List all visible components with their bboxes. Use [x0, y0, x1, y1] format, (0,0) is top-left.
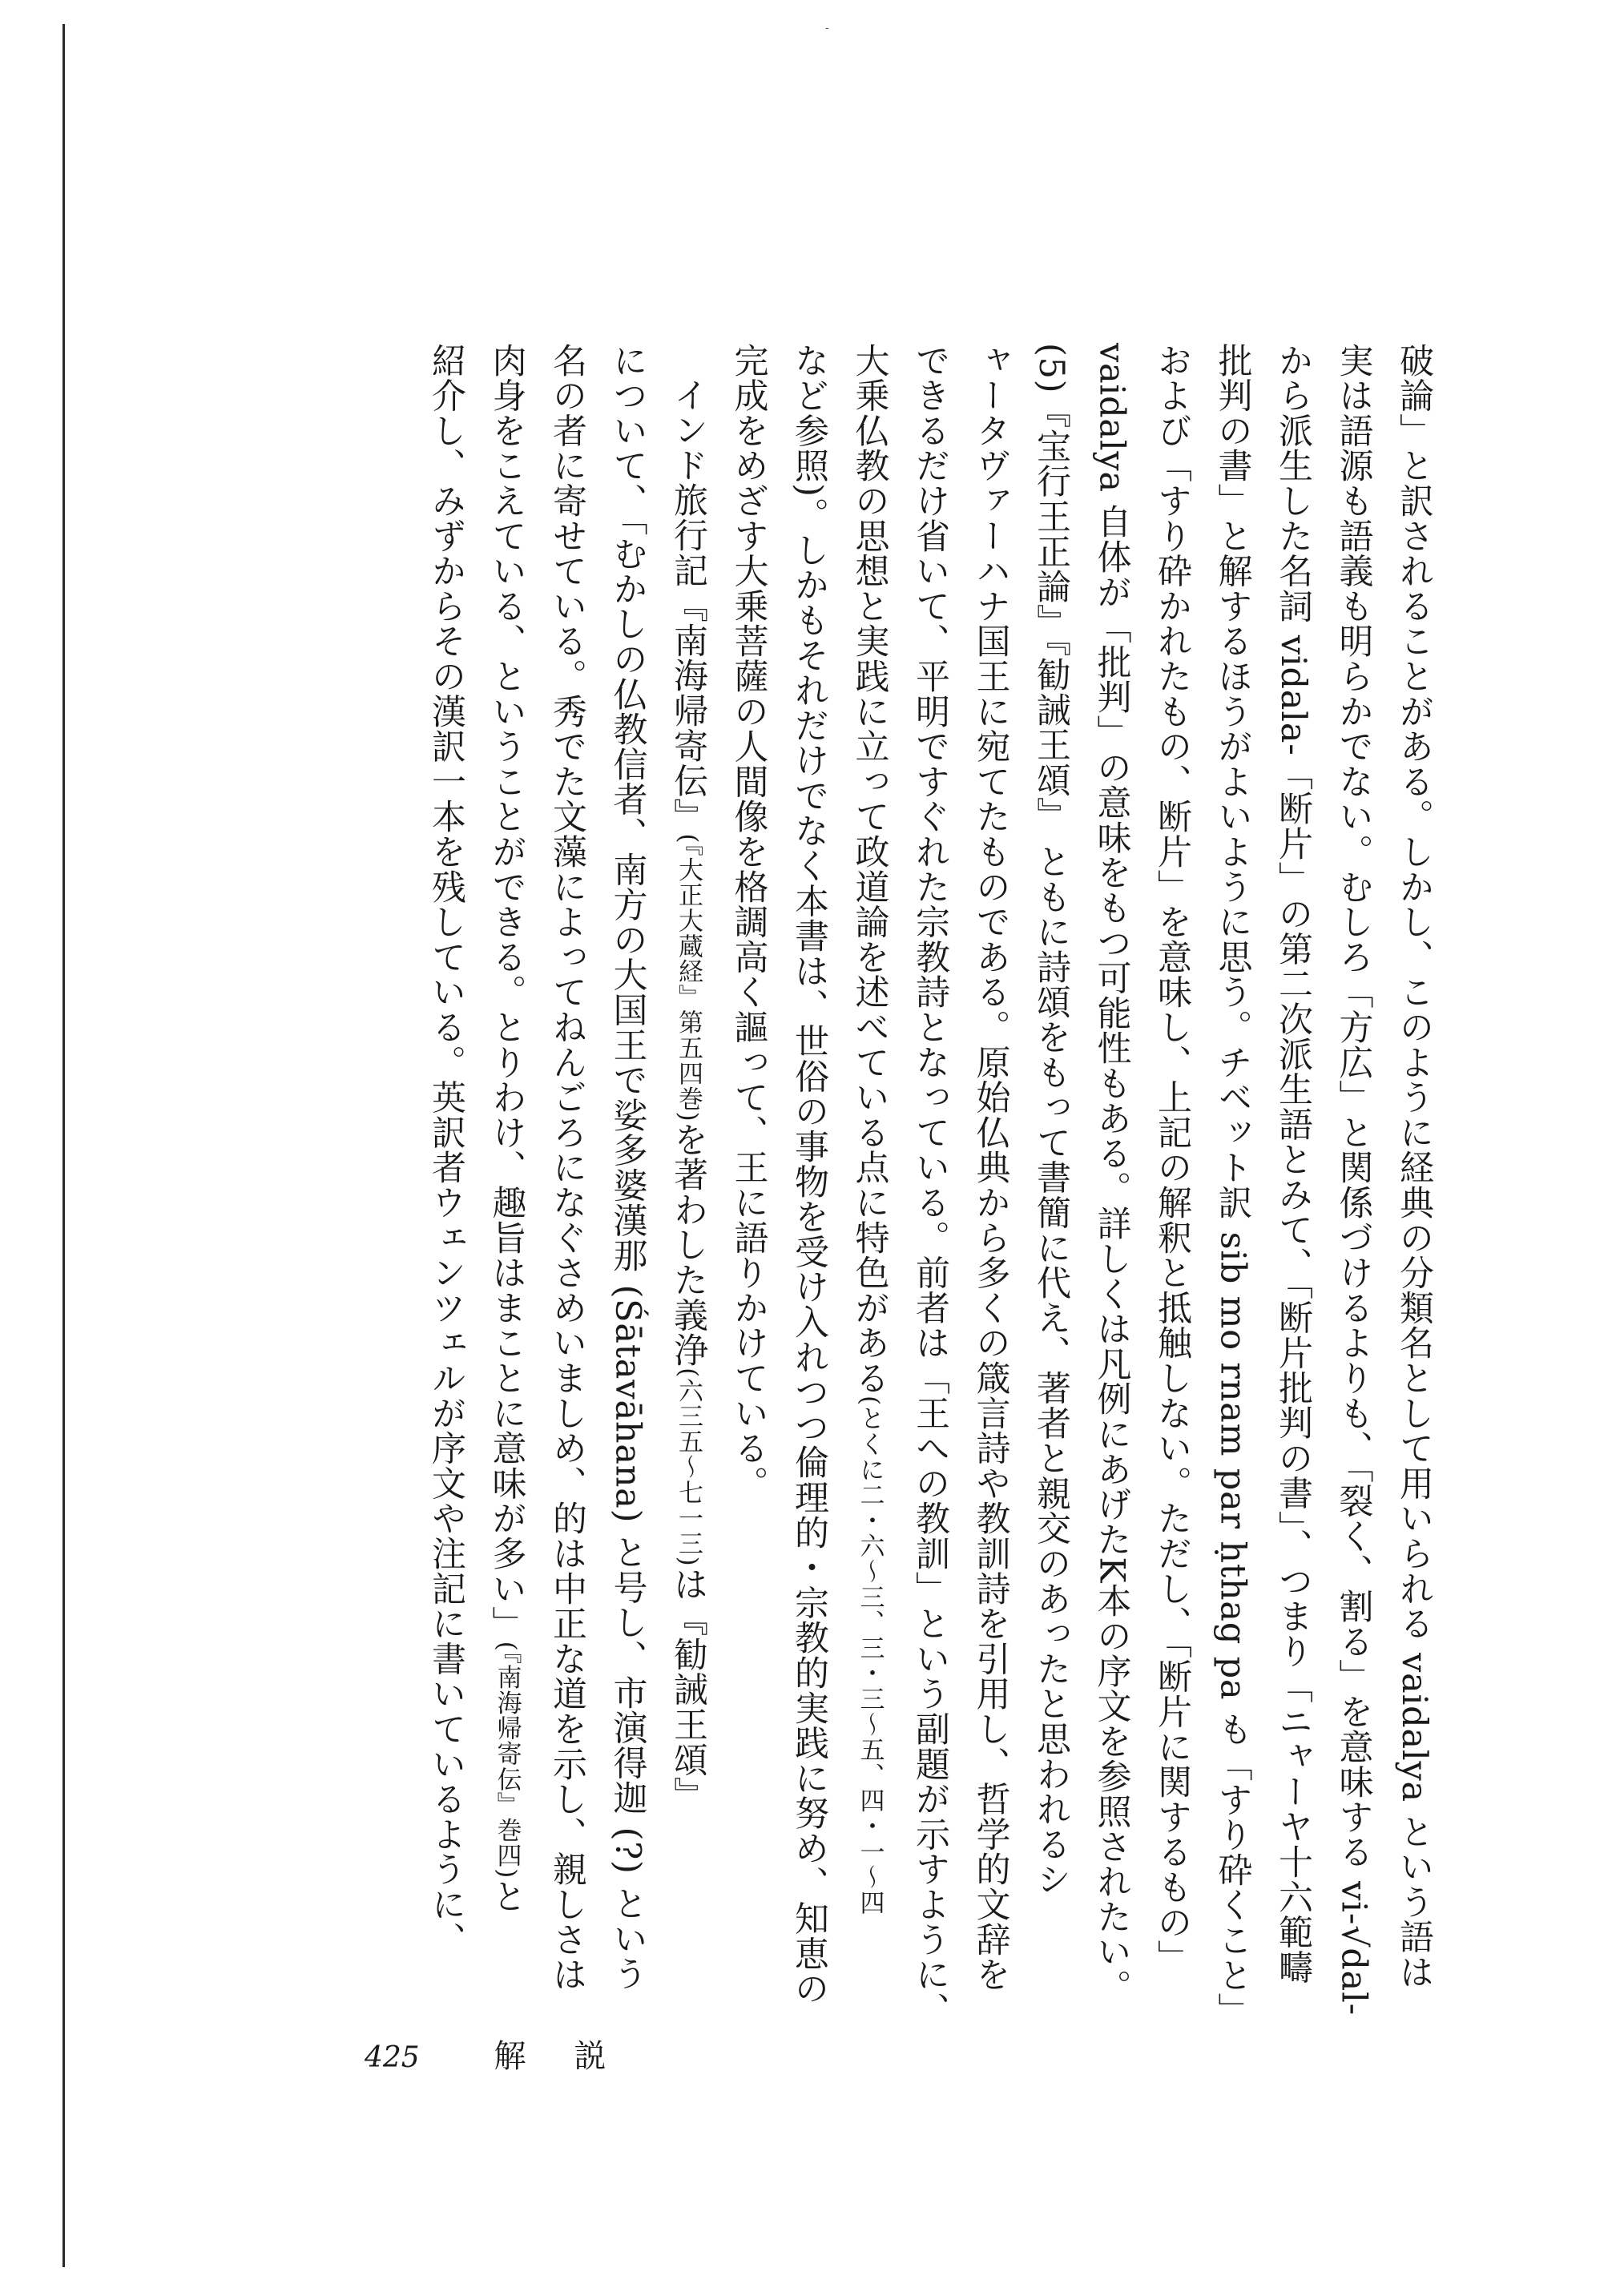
text-column-3: から派生した名詞 vidala-「断片」の第二次派生語とみて、「断片批判の書」、つまり「ニャーヤ十六範疇 — [1273, 343, 1313, 1985]
text-column-17: 紹介し、みずからその漢訳一本を残している。英訳者ウェンツェルが序文や注記に書いているように、 — [426, 343, 466, 1957]
top-mark: - — [825, 22, 829, 34]
text-column-7: (5)『宝行王正論』『勧誡王頌』 ともに詩頌をもって書簡に代え、著者と親交のあったと思われるシ — [1031, 343, 1071, 1897]
page-footer — [365, 2031, 654, 2076]
text-column-13: インド旅行記『南海帰寄伝』(『大正大蔵経』第五四巻)を著わした義浄(六三五〜七一三)は『勧誡王頌』 — [668, 377, 708, 1813]
binding-rule — [62, 24, 65, 2267]
text-column-14: について、「むかしの仏教信者、南方の大国王で娑多婆漢那 (Śātavāhana) と号し、市演得迦 (?) という — [607, 343, 648, 1992]
section-title: 解説 — [494, 2038, 655, 2075]
inline-note: (とくに二・六〜三、三・三〜五、四・一〜四 — [855, 1396, 885, 1915]
text-column-1: 破論」と訳されることがある。しかし、このように経典の分類名として用いられる vaidalya という語は — [1394, 343, 1434, 1990]
text-column-12: 完成をめざす大乗菩薩の人間像を格調高く謳って、王に語りかけている。 — [728, 343, 769, 1501]
inline-note: (『大正大蔵経』第五四巻) — [674, 833, 703, 1122]
inline-note: (『南海帰寄伝』巻四) — [492, 1641, 522, 1879]
text-column-10: 大乗仏教の思想と実践に立って政道論を述べている点に特色がある(とくに二・六〜三、三・三〜五、四・一〜四 — [849, 343, 890, 1915]
page-number: 425 — [365, 2041, 420, 2074]
vertical-text-body — [416, 343, 1445, 2028]
text-column-11: など参照)。しかもそれだけでなく本書は、世俗の事物を受け入れつつ倫理的・宗教的実践に努め、知恵の — [789, 343, 829, 2007]
text-column-9: できるだけ省いて、平明ですぐれた宗教詩となっている。前者は「王への教訓」という副題が示すように、 — [910, 343, 950, 2028]
text-column-4: 批判の書」と解するほうがよいように思う。チベット訳 sib mo rnam par ḥthag pa も「すり砕くこと」 — [1212, 343, 1253, 2028]
text-column-16: 肉身をこえている、ということができる。とりわけ、趣旨はまことに意味が多い」(『南海帰寄伝』巻四)と — [486, 343, 527, 1914]
text-column-6: vaidalya 自体が「批判」の意味をもつ可能性もある。詳しくは凡例にあげたK本の序文を参照されたい。 — [1091, 343, 1132, 2004]
inline-note: (六三五〜七一三) — [674, 1368, 703, 1567]
text-column-2: 実は語源も語義も明らかでない。むしろ「方広」と関係づけるよりも、「裂く、割る」を意味する vi-√dal- — [1333, 343, 1374, 2016]
text-column-8: ャータヴァーハナ国王に宛てたものである。原始仏典から多くの箴言詩や教訓詩を引用し、哲学的文辞を — [970, 343, 1011, 1992]
text-column-5: および「すり砕かれたもの、断片」を意味し、上記の解釈と抵触しない。ただし、「断片に関するもの」 — [1152, 343, 1192, 1976]
text-column-15: 名の者に寄せている。秀でた文藻によってねんごろになぐさめいましめ、的は中正な道を示し、親しさは — [547, 343, 587, 1992]
